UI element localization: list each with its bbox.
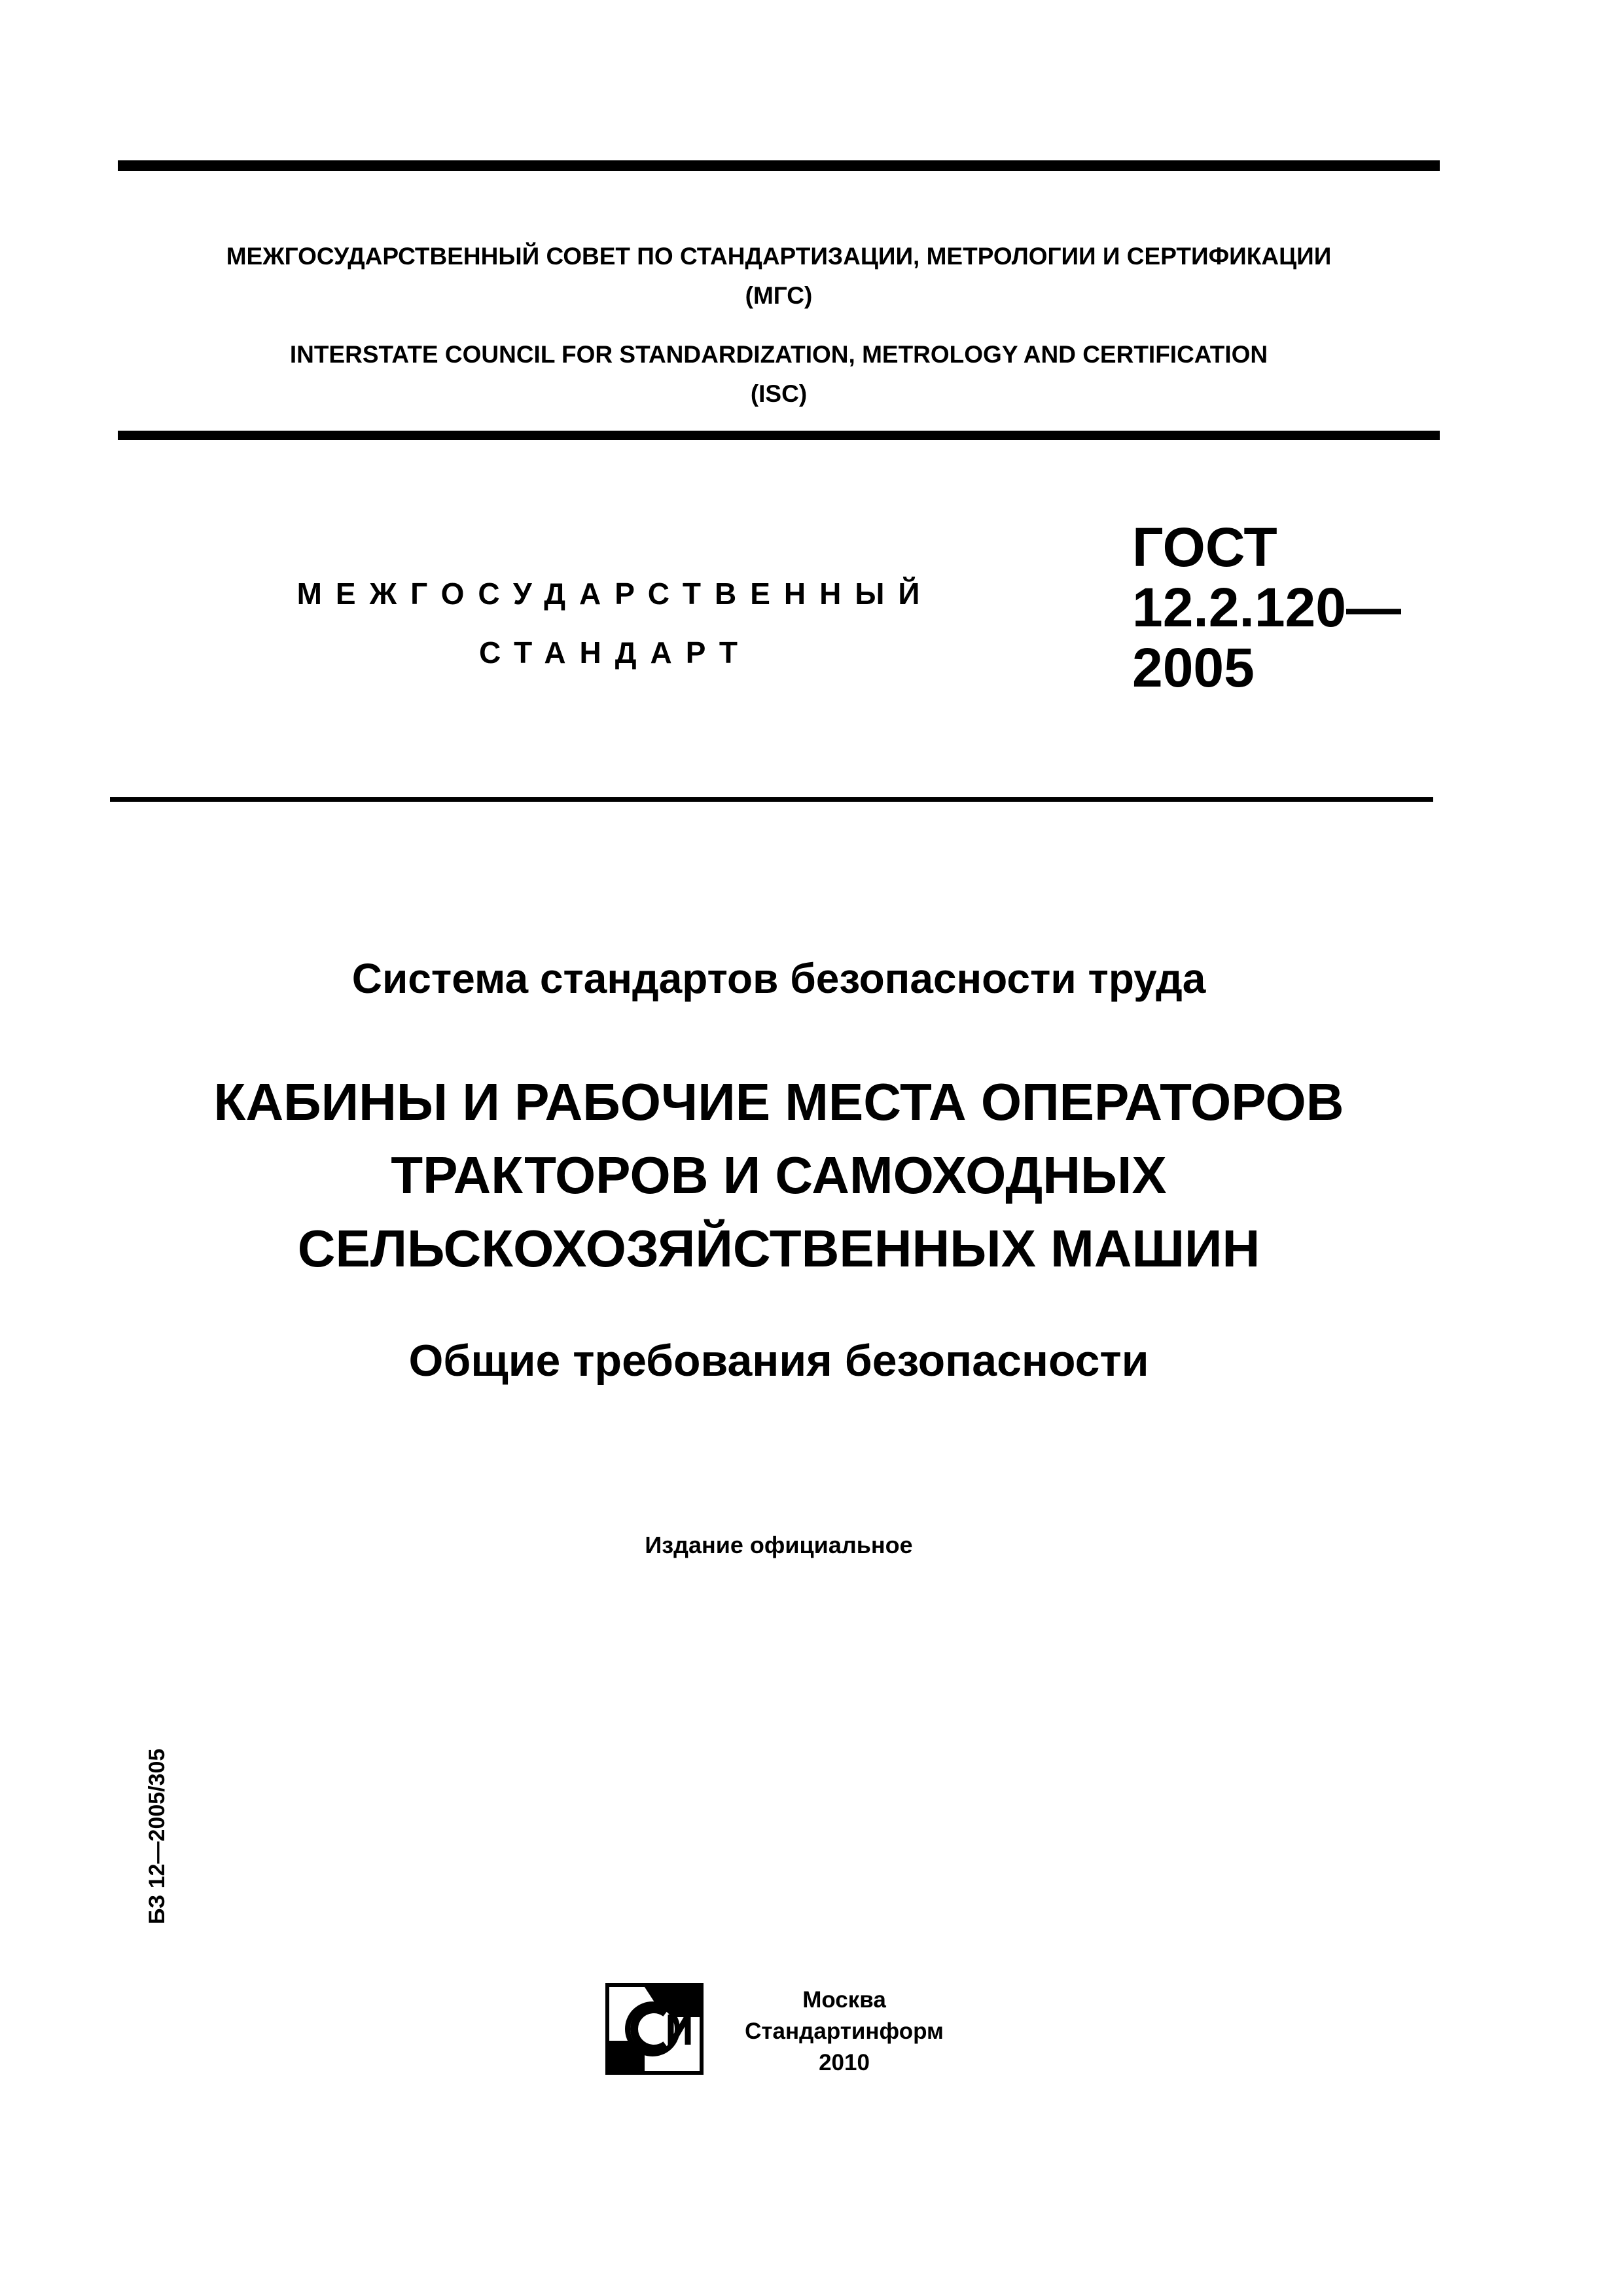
header-bottom-rule xyxy=(118,431,1440,440)
gost-number: 12.2.120— xyxy=(1132,577,1401,638)
title-line2: ТРАКТОРОВ И САМОХОДНЫХ xyxy=(391,1146,1167,1204)
title-line3: СЕЛЬСКОХОЗЯЙСТВЕННЫХ МАШИН xyxy=(297,1219,1260,1278)
designation-rule xyxy=(110,797,1433,802)
publisher-block xyxy=(730,1984,959,2079)
standard-type-line2: СТАНДАРТ xyxy=(479,636,751,670)
council-name-en-line1: INTERSTATE COUNCIL FOR STANDARDIZATION, METROLOGY AND CERTIFICATION xyxy=(289,341,1268,368)
council-abbr-en: (ISC) xyxy=(750,380,808,407)
publisher-name: Стандартинформ xyxy=(745,2018,944,2044)
council-name-en xyxy=(0,335,1558,414)
gost-year: 2005 xyxy=(1132,637,1255,698)
standard-type-label xyxy=(288,564,942,682)
side-registry-code: БЗ 12—2005/305 xyxy=(145,1748,169,1924)
council-name-ru xyxy=(0,237,1558,315)
series-title: Система стандартов безопасности труда xyxy=(351,955,1206,1002)
document-title xyxy=(0,1066,1558,1285)
publisher-city: Москва xyxy=(802,1987,886,2013)
title-line1: КАБИНЫ И РАБОЧИЕ МЕСТА ОПЕРАТОРОВ xyxy=(213,1073,1344,1131)
gost-label: ГОСТ xyxy=(1132,516,1277,578)
council-name-ru-line1: МЕЖГОСУДАРСТВЕННЫЙ СОВЕТ ПО СТАНДАРТИЗАЦИИ, МЕТРОЛОГИИ И СЕРТИФИКАЦИИ xyxy=(226,243,1332,270)
edition-note: Издание официальное xyxy=(645,1532,913,1558)
top-rule xyxy=(118,160,1440,171)
council-abbr-ru: (МГС) xyxy=(745,282,813,309)
standard-type-line1: МЕЖГОСУДАРСТВЕННЫЙ xyxy=(296,577,934,611)
standartinform-logo-icon xyxy=(605,1983,704,2075)
publication-year: 2010 xyxy=(819,2050,870,2075)
document-subtitle: Общие требования безопасности xyxy=(408,1336,1149,1386)
gost-designation xyxy=(1132,517,1401,698)
